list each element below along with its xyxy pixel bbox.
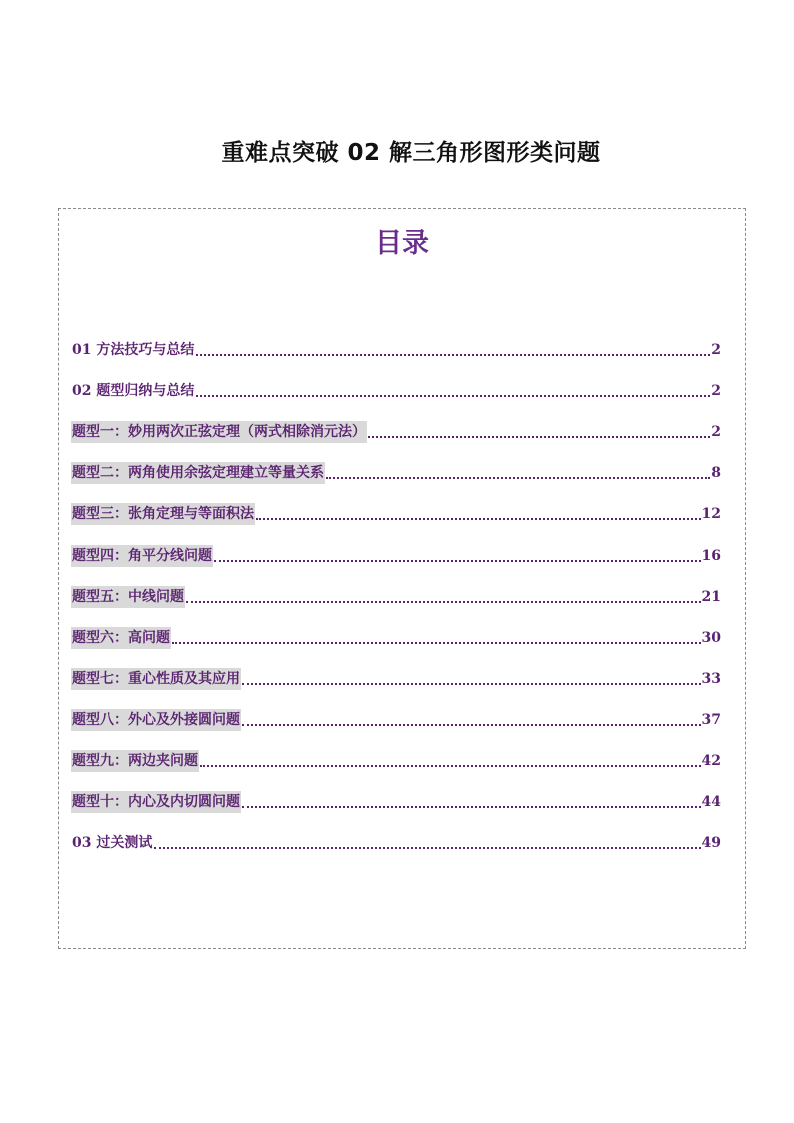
toc-entry-label[interactable]: 题型七：重心性质及其应用 bbox=[71, 668, 241, 690]
toc-entry-label[interactable]: 题型三：张角定理与等面积法 bbox=[71, 503, 255, 525]
table-of-contents bbox=[58, 208, 746, 949]
toc-entry-label[interactable]: 03 过关测试 bbox=[72, 835, 153, 852]
toc-entry[interactable] bbox=[71, 378, 721, 402]
toc-dot-leader bbox=[200, 765, 701, 767]
toc-entry[interactable] bbox=[71, 707, 721, 731]
toc-entry-label[interactable]: 题型五：中线问题 bbox=[71, 586, 185, 608]
toc-dot-leader bbox=[242, 724, 701, 726]
toc-dot-leader bbox=[242, 806, 701, 808]
toc-dot-leader bbox=[186, 601, 701, 603]
toc-entry-page[interactable]: 2 bbox=[711, 424, 721, 441]
toc-entry-label[interactable]: 题型九：两边夹问题 bbox=[71, 750, 199, 772]
toc-entry-page[interactable]: 2 bbox=[711, 383, 721, 400]
toc-entry[interactable] bbox=[71, 543, 721, 567]
document-title: 重难点突破 02 解三角形图形类问题 bbox=[221, 140, 601, 166]
toc-entry-label[interactable]: 02 题型归纳与总结 bbox=[72, 383, 195, 400]
toc-entry[interactable] bbox=[71, 337, 721, 361]
toc-dot-leader bbox=[154, 847, 700, 849]
toc-entry-page[interactable]: 33 bbox=[701, 670, 721, 687]
toc-entry[interactable] bbox=[71, 625, 721, 649]
toc-heading: 目录 bbox=[375, 228, 429, 259]
toc-entry-page[interactable]: 16 bbox=[701, 547, 721, 564]
toc-entry-page[interactable]: 37 bbox=[701, 711, 721, 728]
toc-dot-leader bbox=[368, 436, 710, 438]
toc-entry-page[interactable]: 12 bbox=[701, 506, 721, 523]
toc-entry-page[interactable]: 2 bbox=[711, 342, 721, 358]
toc-dot-leader bbox=[214, 560, 701, 562]
toc-entry[interactable] bbox=[71, 789, 721, 813]
toc-entry-page[interactable]: 30 bbox=[701, 629, 721, 646]
toc-entry-page[interactable]: 49 bbox=[701, 835, 721, 852]
toc-entry-label[interactable]: 题型四：角平分线问题 bbox=[71, 545, 213, 567]
toc-entry-label[interactable]: 题型二：两角使用余弦定理建立等量关系 bbox=[71, 462, 325, 484]
toc-entry[interactable] bbox=[71, 666, 721, 690]
toc-entry[interactable] bbox=[71, 501, 721, 525]
toc-dot-leader bbox=[196, 395, 710, 397]
toc-entry-label[interactable]: 题型六：高问题 bbox=[71, 627, 171, 649]
toc-entry-label[interactable]: 题型八：外心及外接圆问题 bbox=[71, 709, 241, 731]
toc-entry-label[interactable]: 01 方法技巧与总结 bbox=[72, 342, 195, 358]
toc-dot-leader bbox=[242, 683, 701, 685]
toc-dot-leader bbox=[172, 642, 701, 644]
toc-entry-page[interactable]: 44 bbox=[701, 794, 721, 811]
toc-entry[interactable] bbox=[71, 419, 721, 443]
toc-entry[interactable] bbox=[71, 748, 721, 772]
toc-dot-leader bbox=[326, 477, 710, 479]
toc-entry[interactable] bbox=[71, 584, 721, 608]
toc-entry-page[interactable]: 8 bbox=[711, 465, 721, 482]
toc-entry[interactable] bbox=[71, 460, 721, 484]
toc-entry[interactable] bbox=[71, 830, 721, 854]
toc-entry-label[interactable]: 题型十：内心及内切圆问题 bbox=[71, 791, 241, 813]
toc-entry-page[interactable]: 21 bbox=[701, 588, 721, 605]
toc-dot-leader bbox=[256, 518, 701, 520]
toc-entry-label[interactable]: 题型一：妙用两次正弦定理（两式相除消元法） bbox=[71, 421, 367, 443]
toc-dot-leader bbox=[196, 354, 710, 356]
toc-entry-page[interactable]: 42 bbox=[701, 753, 721, 769]
